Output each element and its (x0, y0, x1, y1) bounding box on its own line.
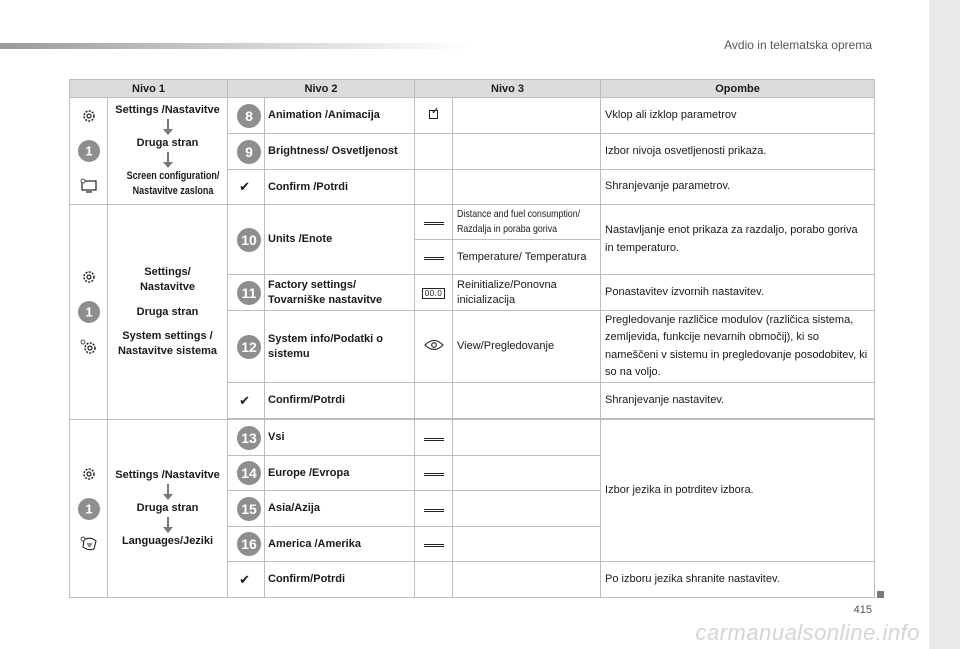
nivo3-label: Distance and fuel consumption/ Razdalja in poraba goriva (457, 208, 581, 235)
nivo2-label: Animation /Animacija (265, 98, 415, 134)
nivo2-label: Brightness/ Osvetljenost (265, 134, 415, 170)
level-badge (78, 301, 100, 323)
nivo3-label: View/Pregledovanje (453, 311, 601, 383)
table-row (70, 205, 875, 240)
note: Vklop ali izklop parametrov (601, 98, 875, 134)
note: Nastavljanje enot prikaza za razdaljo, porabo goriva in temperaturo. (601, 205, 875, 275)
step-badge: 8 (237, 104, 261, 128)
level-badge (78, 498, 100, 520)
nivo2-label: System info/Podatki o sistemu (265, 311, 415, 383)
nivo2-label: Units /Enote (265, 205, 415, 275)
table-row (70, 98, 875, 134)
nivo1-target: Languages/Jeziki (121, 534, 214, 547)
svg-text:1: 1 (84, 143, 93, 159)
system-settings-icon (80, 339, 98, 355)
table-row (70, 420, 875, 456)
page-header-title: Avdio in telematska oprema (724, 38, 872, 52)
column-header: Nivo 3 (415, 80, 601, 98)
nivo1-target: System settings / Nastavitve sistema (117, 330, 218, 358)
gear-icon (81, 108, 97, 124)
language-icon (80, 536, 98, 552)
nivo2-label: Confirm/Potrdi (265, 383, 415, 419)
header-decor-bar (0, 43, 470, 49)
column-header: Opombe (601, 80, 875, 98)
nivo1-path (108, 205, 228, 420)
note: Izbor jezika in potrditev izbora. (601, 420, 875, 562)
screen-settings-icon (80, 178, 98, 194)
watermark: carmanualsonline.info (695, 620, 920, 645)
nivo1-settings: Settings /Nastavitve (115, 469, 220, 482)
gear-icon (81, 269, 97, 285)
nivo1-settings: Settings/ Nastavitve (139, 265, 196, 293)
nivo3-label: Reinitialize/Ponovna inicializacija (453, 275, 601, 311)
nivo1-path (108, 98, 228, 205)
eye-icon (424, 339, 444, 351)
note: Po izboru jezika shranite nastavitev. (601, 562, 875, 598)
nivo3-label: Temperature/ Temperatura (453, 240, 601, 275)
step-badge: 13 (237, 426, 261, 450)
nivo1-page: Druga stran (136, 137, 199, 150)
nivo1-target: Screen configuration/ Nastavitve zaslona (126, 170, 220, 197)
settings-table (69, 79, 875, 598)
svg-text:1: 1 (84, 304, 93, 320)
dash-icon (424, 438, 444, 441)
note: Shranjevanje parametrov. (601, 170, 875, 205)
note: Shranjevanje nastavitev. (601, 383, 875, 419)
column-header: Nivo 1 (70, 80, 228, 98)
nivo1-page: Druga stran (136, 305, 199, 318)
confirm-check-icon: ✔ (239, 392, 250, 408)
nivo2-label: America /Amerika (265, 527, 415, 562)
step-badge: 11 (237, 281, 261, 305)
nivo2-label: Asia/Azija (265, 491, 415, 527)
column-header: Nivo 2 (228, 80, 415, 98)
table-header-row (70, 80, 875, 98)
continue-marker (877, 591, 884, 598)
nivo1-icons (70, 205, 108, 420)
confirm-check-icon: ✔ (239, 571, 250, 587)
nivo1-settings: Settings /Nastavitve (115, 104, 220, 117)
nivo2-label: Factory settings/ Tovarniške nastavitve (265, 275, 415, 311)
nivo1-path (108, 420, 228, 598)
checkbox-icon (429, 110, 438, 119)
gear-icon (81, 466, 97, 482)
nivo1-page: Druga stran (136, 502, 199, 515)
note: Izbor nivoja osvetljenosti prikaza. (601, 134, 875, 170)
dash-icon (424, 509, 444, 512)
dash-icon (424, 257, 444, 260)
confirm-check-icon: ✔ (239, 179, 250, 194)
step-badge: 14 (237, 461, 261, 485)
svg-text:1: 1 (84, 501, 93, 516)
nivo1-icons (70, 98, 108, 205)
dash-icon (424, 222, 444, 225)
nivo3-label (453, 98, 601, 134)
nivo2-label: Confirm /Potrdi (265, 170, 415, 205)
note: Ponastavitev izvornih nastavitev. (601, 275, 875, 311)
nivo2-label: Confirm/Potrdi (265, 562, 415, 598)
step-badge: 15 (237, 497, 261, 521)
step-badge: 16 (237, 532, 261, 556)
dash-icon (424, 544, 444, 547)
page-number: 415 (853, 604, 872, 616)
display-reset-icon: 00.0 (422, 288, 446, 299)
step-badge: 12 (237, 335, 261, 359)
note: Pregledovanje različice modulov (različica sistema, zemljevida, funkcije nevarnih območij), ki so nameščeni v sistemu in pregledovanje posodobitev, ki so na voljo. (601, 311, 875, 383)
side-strip (929, 0, 960, 649)
dash-icon (424, 473, 444, 476)
nivo2-label: Europe /Evropa (265, 456, 415, 491)
step-badge: 9 (237, 140, 261, 164)
level-badge (78, 140, 100, 162)
step-badge: 10 (237, 228, 261, 252)
nivo2-label: Vsi (265, 420, 415, 456)
nivo1-icons (70, 420, 108, 598)
